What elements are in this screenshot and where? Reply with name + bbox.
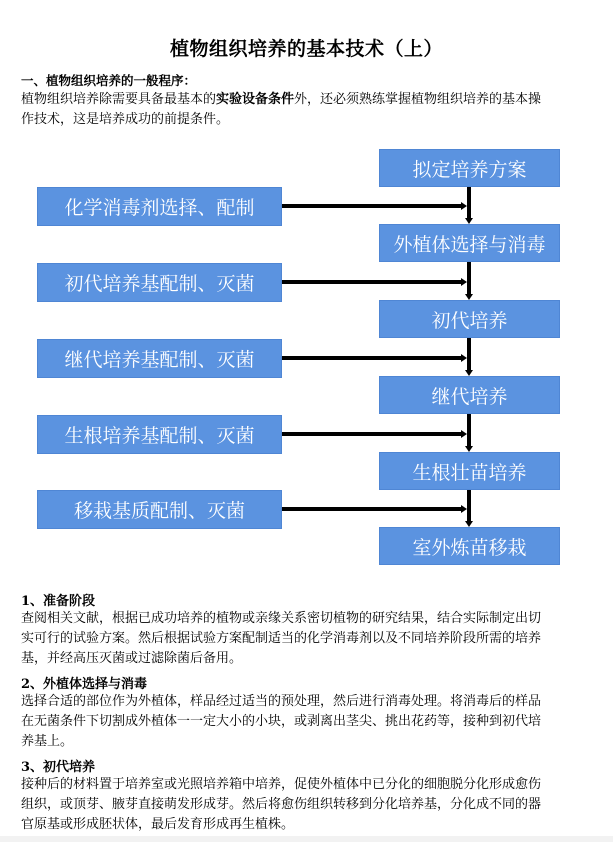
stage-line: 实可行的试验方案。然后根据试验方案配制适当的化学消毒剂以及不同培养阶段所需的培养 xyxy=(21,631,542,646)
intro-line-2: 作技术，这是培养成功的前提条件。 xyxy=(21,112,230,127)
arrow-right-icon xyxy=(282,356,462,360)
flow-main-step: 生根壮苗培养 xyxy=(379,452,560,490)
arrowhead-down-icon xyxy=(465,521,473,527)
arrowhead-right-icon xyxy=(461,354,467,362)
stage-line: 基，并经高压灭菌或过滤除菌后备用。 xyxy=(21,651,243,666)
arrow-down-icon xyxy=(467,187,471,218)
arrowhead-right-icon xyxy=(461,505,467,513)
arrow-right-icon xyxy=(282,280,462,284)
stage-line: 选择合适的部位作为外植体，样品经过适当的预处理，然后进行消毒处理。将消毒后的样品 xyxy=(21,694,542,709)
arrowhead-right-icon xyxy=(461,278,467,286)
flow-side-step: 移栽基质配制、灭菌 xyxy=(37,490,282,529)
stage-paragraph xyxy=(21,609,593,669)
intro-text: 外，还必须熟练掌握植物组织培养的基本操 xyxy=(294,92,542,107)
flow-main-step: 室外炼苗移栽 xyxy=(379,527,560,565)
section-heading: 一、植物组织培养的一般程序： xyxy=(21,73,197,88)
flow-side-step: 生根培养基配制、灭菌 xyxy=(37,415,282,454)
arrow-right-icon xyxy=(282,204,462,208)
stage-paragraph xyxy=(21,775,593,835)
flow-side-step: 继代培养基配制、灭菌 xyxy=(37,339,282,378)
intro-line-1 xyxy=(21,90,593,110)
arrow-right-icon xyxy=(282,432,462,436)
flow-main-step: 初代培养 xyxy=(379,300,560,338)
flow-main-step: 外植体选择与消毒 xyxy=(379,224,560,262)
stage-line: 组织，或顶芽、腋芽直接萌发形成芽。然后将愈伤组织转移到分化培养基，分化成不同的器 xyxy=(21,797,542,812)
flow-main-step: 拟定培养方案 xyxy=(379,149,560,187)
flow-main-step: 继代培养 xyxy=(379,376,560,414)
stage-paragraph xyxy=(21,692,593,752)
stage-line: 养基上。 xyxy=(21,734,74,749)
arrowhead-right-icon xyxy=(461,430,467,438)
arrow-down-icon xyxy=(467,262,471,294)
stage-heading: 1、准备阶段 xyxy=(21,594,96,609)
flow-side-step: 初代培养基配制、灭菌 xyxy=(37,263,282,302)
arrow-down-icon xyxy=(467,414,471,446)
arrowhead-down-icon xyxy=(465,446,473,452)
arrowhead-right-icon xyxy=(461,202,467,210)
arrowhead-down-icon xyxy=(465,370,473,376)
arrowhead-down-icon xyxy=(465,218,473,224)
arrow-right-icon xyxy=(282,507,462,511)
intro-text: 植物组织培养除需要具备最基本的 xyxy=(21,92,217,107)
intro-paragraph xyxy=(21,90,593,130)
stage-line: 在无菌条件下切割成外植体一一定大小的小块，或剥离出茎尖、挑出花药等，接种到初代培 xyxy=(21,714,542,729)
arrowhead-down-icon xyxy=(465,294,473,300)
flow-side-step: 化学消毒剂选择、配制 xyxy=(37,187,282,226)
stage-line: 接种后的材料置于培养室或光照培养箱中培养，促使外植体中已分化的细胞脱分化形成愈伤 xyxy=(21,777,542,792)
arrow-down-icon xyxy=(467,338,471,370)
page-bottom-edge xyxy=(0,836,613,842)
arrow-down-icon xyxy=(467,490,471,521)
stage-heading: 3、初代培养 xyxy=(21,760,96,775)
intro-bold-text: 实验设备条件 xyxy=(216,92,295,107)
stage-line: 官原基或形成胚状体，最后发育形成再生植株。 xyxy=(21,817,295,832)
page-title: 植物组织培养的基本技术（上） xyxy=(169,38,443,60)
stage-line: 查阅相关文献，根据已成功培养的植物或亲缘关系密切植物的研究结果，结合实际制定出切 xyxy=(21,611,542,626)
stage-heading: 2、外植体选择与消毒 xyxy=(21,677,148,692)
